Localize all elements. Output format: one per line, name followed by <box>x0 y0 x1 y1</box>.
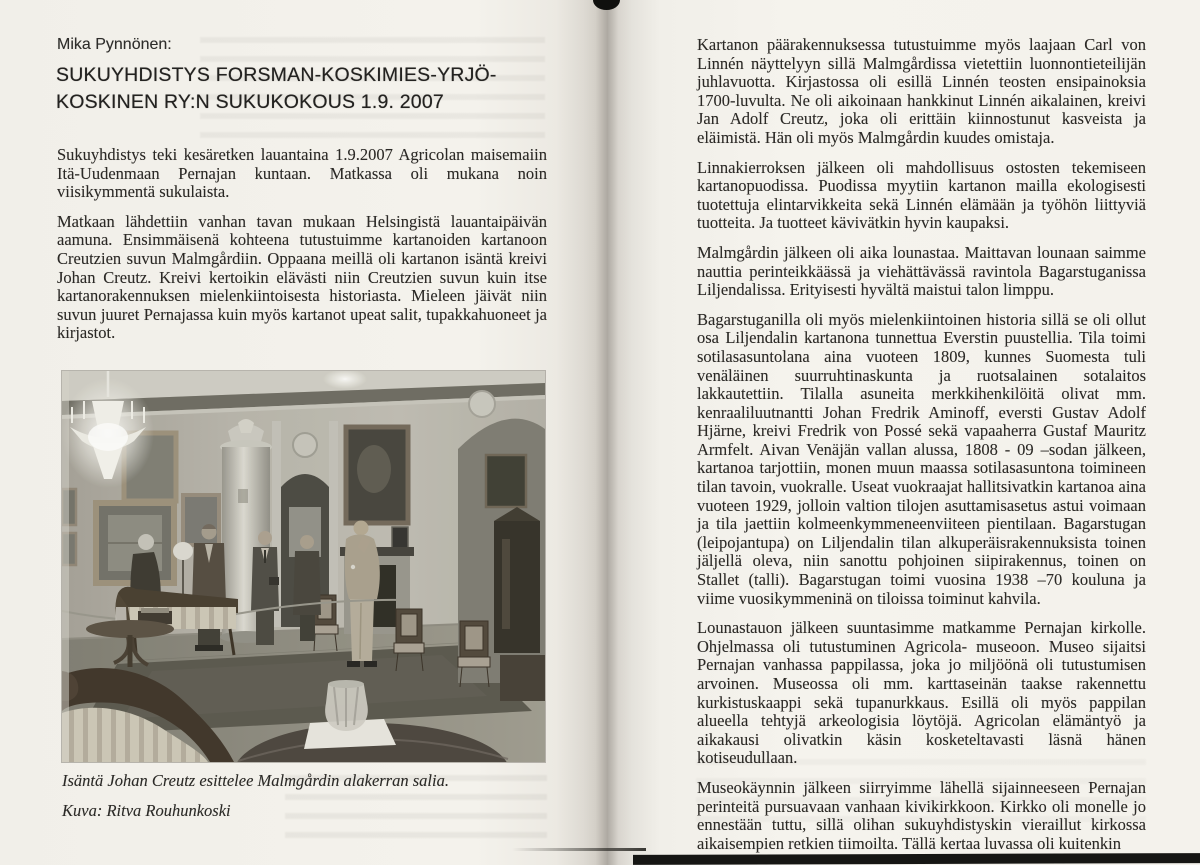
paragraph: Museokäynnin jälkeen siirryimme lähellä sijainneeseen Pernajan perinteitä pursuavaan vanhaan kivikirkkoon. Kirkko oli monelle jo ennestään tuttu, sillä olihan sukuyhdistyskin vieraillut kirkossa aikaisempien retkien tiimoilta. Tällä kertaa luvassa oli kuitenkin <box>697 777 1146 853</box>
article-title-line-1: SUKUYHDISTYS FORSMAN-KOSKIMIES-YRJÖ- <box>56 64 497 86</box>
left-page-body <box>57 146 547 354</box>
paragraph: Lounastauon jälkeen suuntasimme matkamme Pernajan kirkolle. Ohjelmassa oli tutustuminen Agricola- museoon. Museo sijaitsi Pernajan vanhassa pappilassa, joka jo miljöönä oli tutustumisen arvoinen. Museossa oli mm. karttaseinän taakse rakennettu kurkistuskaappi sekä tupanurkkaus. Esillä oli myös pappilan alueella tehtyjä arkeologisia löytöjä. Agricolan elämäntyö ja aikakausi olivatkin käsin kosketeltavasti läsnä hänen kotiseudullaan. <box>697 618 1146 768</box>
photo-malmgard-salon <box>62 371 545 762</box>
photo-illustration <box>62 371 545 762</box>
paragraph: Kartanon päärakennuksessa tutustuimme myös laajaan Carl von Linnén näyttelyyn sillä Malmgårdissa vietettiin luonnontieteilijän juhlavuotta. Kirjastossa oli esillä Linnén teosten ensipainoksia 1700-luvulta. Ne oli aikoinaan hankkinut Linnén aikalainen, kreivi Jan Adolf Creutz, joka oli erittäin kiinnostunut kasveista ja eläimistä. Hän oli myös Malmgårdin kuudes omistaja. <box>697 35 1146 147</box>
photo-tone <box>62 371 545 762</box>
paragraph: Malmgårdin jälkeen oli aika lounastaa. Maittavan lounaan saimme nauttia perinteikkäässä ja viehättävässä ravintola Bagarstuganissa Liljendalissa. Erityisesti hyvältä maistui talon limppu. <box>697 242 1146 300</box>
right-page <box>608 0 1200 865</box>
scan-artifact-edge-line <box>512 848 646 851</box>
photo-caption: Isäntä Johan Creutz esittelee Malmgårdin alakerran salia. <box>62 771 449 790</box>
paragraph: Bagarstuganilla oli myös mielenkiintoinen historia sillä se oli ollut osa Liljendalin kartanona tunnettua Everstin puustellia. Tila toimi sotilasasuntolana aina vuoteen 1809, kunnes Suomesta tuli venäläinen suurruhtinaskunta ja ruotsalainen sotalaitos lakkautettiin. Tilalla asuneita merkkihenkilöitä olivat mm. kenraaliluutnantti Johan Fredrik Aminoff, eversti Gustav Adolf Hjärne, kreivi Fredrik von Possé sekä vapaaherra Gustaf Mauritz Armfelt. Aivan Venäjän vallan alussa, 1808 - 09 –sodan jälkeen, kartanoa tarjottiin, monen muun maassa sotilasasuntona toimineen tilan tavoin, vuokralle. Useat vuokraajat hallitsivatkin kartanoa aina vuoteen 1929, jolloin valtion tilojen asuttamisasetus astui voimaan ja tila jaettiin kolmeenkymmeneenviiteen pientilaan. Bagarstugan (leipojantupa) on Liljendalin tilan alkuperäisrakennuksista toinen jäljellä oleva, niin sanottu pohjoinen siipirakennus, toinen on Stallet (talli). Bagarstugan toimi vuosina 1938 –70 kouluna ja viime vuosikymmeninä on tiloissa toiminut kahvila. <box>697 309 1146 608</box>
paragraph: Sukuyhdistys teki kesäretken lauantaina 1.9.2007 Agricolan maisemaiin Itä-Uudenmaan Pernajan kuntaan. Matkassa oli mukana noin viisikymmentä sukulaista. <box>57 145 547 202</box>
article-title <box>56 62 576 116</box>
author-byline: Mika Pynnönen: <box>57 36 172 53</box>
article-title-line-2: KOSKINEN RY:N SUKUKOKOUS 1.9. 2007 <box>56 91 444 113</box>
photo-credit: Kuva: Ritva Rouhunkoski <box>62 801 231 820</box>
paragraph: Linnakierroksen jälkeen oli mahdollisuus ostosten tekemiseen kartanopuodissa. Puodissa myytiin kartanon mailla ekologisesti tuotettuja elintarvikkeita sekä Linnén elämään ja työhön liittyviä tuotteita. Ja tuotteet kävivätkin hyvin kaupaksi. <box>697 157 1146 233</box>
paragraph: Matkaan lähdettiin vanhan tavan mukaan Helsingistä lauantaipäivän aamuna. Ensimmäisenä kohteena tutustuimme kartanoiden kartanoon Creutzien suvun Malmgårdiin. Oppaana meillä oli kartanon isäntä kreivi Johan Creutz. Kreivi kertoikin elävästi niin Creutzien suvun kuin itse kartanorakennuksen mielenkiintoisesta historiasta. Mieleen jäivät niin suvun juuret Pernajassa kuin myös kartanot upeat salit, tupakkahuoneet ja kirjastot. <box>57 211 547 343</box>
right-page-body <box>697 36 1146 864</box>
